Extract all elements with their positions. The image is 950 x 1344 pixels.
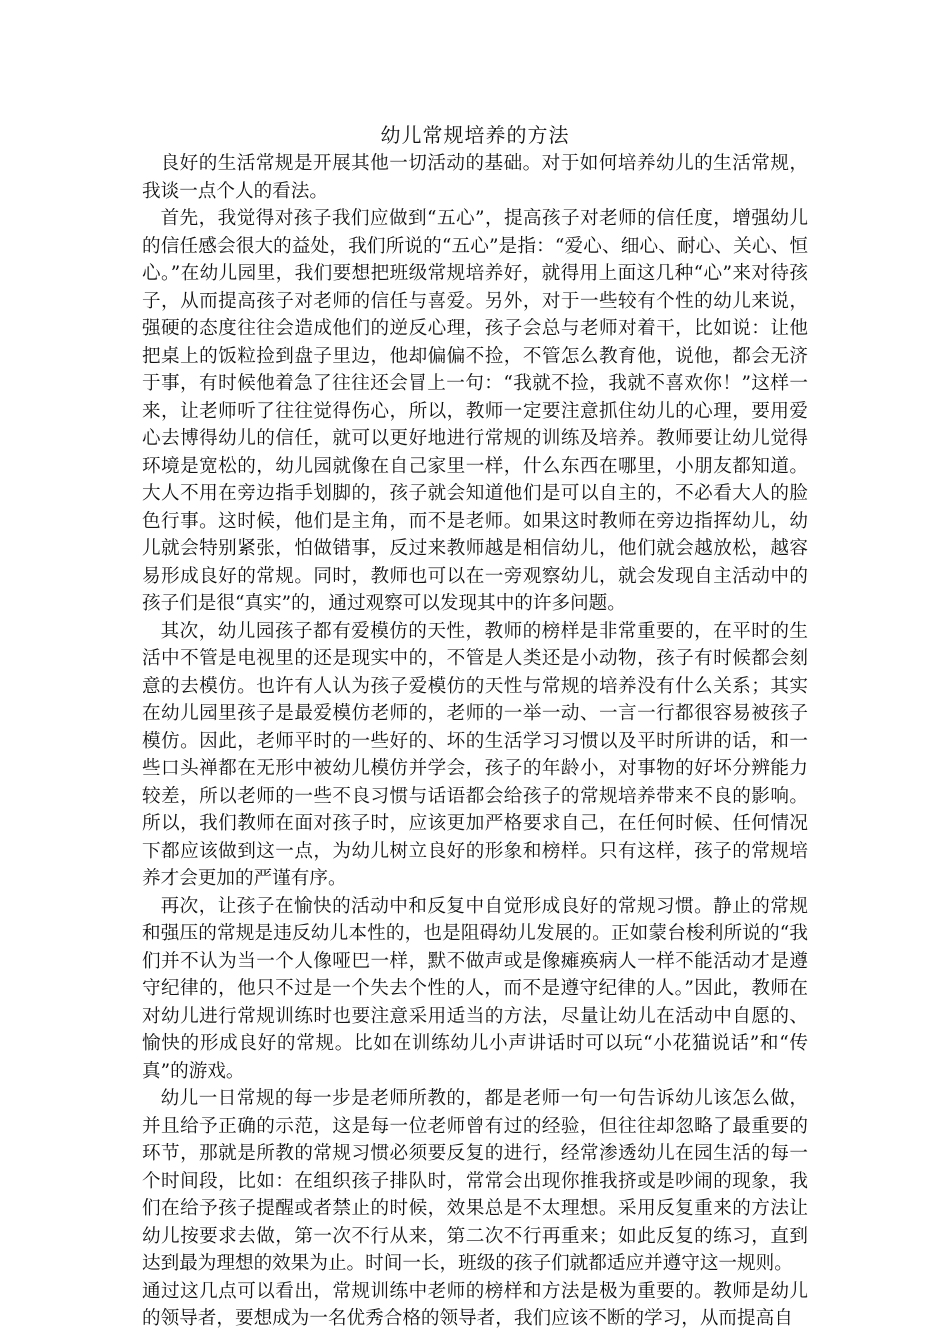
document-title: 幼儿常规培养的方法	[380, 123, 570, 147]
paragraph-first-point: 首先，我觉得对孩子我们应做到“五心”，提高孩子对老师的信任度，增强幼儿的信任感会很大的益处，我们所说的“五心”是指：“爱心、细心、耐心、关心、恒心。”在幼儿园里，我们要想把班级常规培养好，就得用上面这几种“心”来对待孩子，从而提高孩子对老师的信任与喜爱。另外，对于一些较有个性的幼儿来说，强硬的态度往往会造成他们的逆反心理，孩子会总与老师对着干，比如说：让他把桌上的饭粒捡到盘子里边，他却偏偏不捡，不管怎么教育他，说他，都会无济于事，有时候他着急了往往还会冒上一句：“我就不捡，我就不喜欢你！”这样一来，让老师听了往往觉得伤心，所以，教师一定要注意抓住幼儿的心理，要用爱心去博得幼儿的信任，就可以更好地进行常规的训练及培养。教师要让幼儿觉得环境是宽松的，幼儿园就像在自己家里一样，什么东西在哪里，小朋友都知道。大人不用在旁边指手划脚的，孩子就会知道他们是可以自主的，不必看大人的脸色行事。这时候，他们是主角，而不是老师。如果这时教师在旁边指挥幼儿，幼儿就会特别紧张，怕做错事，反过来教师越是相信幼儿，他们就会越放松，越容易形成良好的常规。同时，教师也可以在一旁观察幼儿，就会发现自主活动中的孩子们是很“真实”的，通过观察可以发现其中的许多问题。	[142, 208, 808, 614]
paragraph-conclusion: 通过这几点可以看出，常规训练中老师的榜样和方法是极为重要的。教师是幼儿的领导者，要想成为一名优秀合格的领导者，我们应该不断的学习，从而提高自	[142, 1280, 808, 1329]
paragraph-third-point: 再次，让孩子在愉快的活动中和反复中自觉形成良好的常规习惯。静止的常规和强压的常规是违反幼儿本性的，也是阻碍幼儿发展的。正如蒙台梭利所说的“我们并不认为当一个人像哑巴一样，默不做声或是像瘫痪病人一样不能活动才是遵守纪律的，他只不过是一个失去个性的人，而不是遵守纪律的人。”因此，教师在对幼儿进行常规训练时也要注意采用适当的方法，尽量让幼儿在活动中自愿的、愉快的形成良好的常规。比如在训练幼儿小声讲话时可以玩“小花猫说话”和“传真”的游戏。	[142, 895, 808, 1082]
paragraph-daily-routine: 幼儿一日常规的每一步是老师所教的，都是老师一句一句告诉幼儿该怎么做，并且给予正确的示范，这是每一位老师曾有过的经验，但往往却忽略了最重要的环节，那就是所教的常规习惯必须要反复的进行，经常渗透幼儿在园生活的每一个时间段，比如：在组织孩子排队时，常常会出现你推我挤或是吵闹的现象，我们在给予孩子提醒或者禁止的时候，效果总是不太理想。采用反复重来的方法让幼儿按要求去做，第一次不行从来，第二次不行再重来；如此反复的练习，直到达到最为理想的效果为止。时间一长，班级的孩子们就都适应并遵守这一规则。	[142, 1088, 808, 1274]
paragraph-second-point: 其次，幼儿园孩子都有爱模仿的天性，教师的榜样是非常重要的，在平时的生活中不管是电视里的还是现实中的，不管是人类还是小动物，孩子有时候都会刻意的去模仿。也许有人认为孩子爱模仿的天性与常规的培养没有什么关系；其实在幼儿园里孩子是最爱模仿老师的，老师的一举一动、一言一行都很容易被孩子模仿。因此，老师平时的一些好的、坏的生活学习习惯以及平时所讲的话，和一些口头禅都在无形中被幼儿模仿并学会，孩子的年龄小，对事物的好坏分辨能力较差，所以老师的一些不良习惯与话语都会给孩子的常规培养带来不良的影响。所以，我们教师在面对孩子时，应该更加严格要求自己，在任何时候、任何情况下都应该做到这一点，为幼儿树立良好的形象和榜样。只有这样，孩子的常规培养才会更加的严谨有序。	[142, 620, 808, 889]
paragraph-intro: 良好的生活常规是开展其他一切活动的基础。对于如何培养幼儿的生活常规，我谈一点个人的看法。	[142, 153, 808, 202]
document-body	[142, 150, 808, 1333]
